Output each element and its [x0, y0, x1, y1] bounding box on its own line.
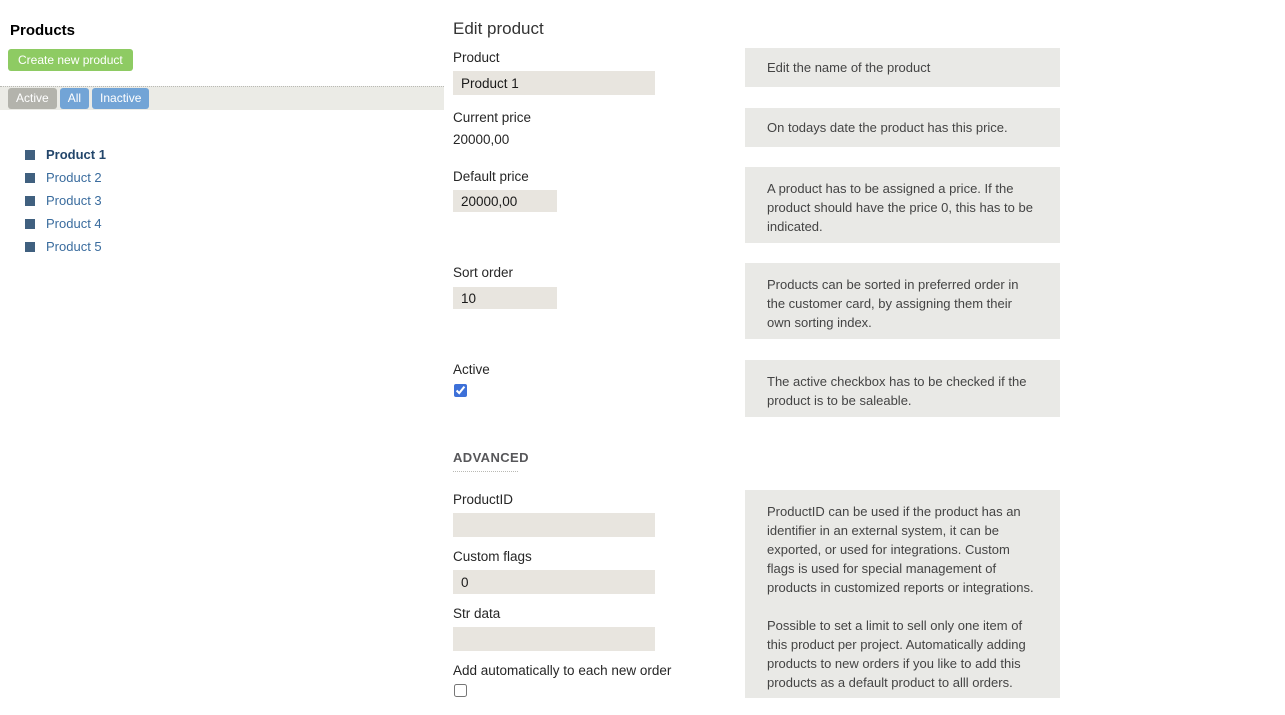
- product-name-label: Product: [453, 50, 500, 65]
- bullet-square-icon: [25, 173, 35, 183]
- product-list-item[interactable]: [0, 235, 444, 258]
- add-auto-checkbox[interactable]: [454, 684, 467, 697]
- bullet-square-icon: [25, 196, 35, 206]
- help-box-active: [745, 360, 1060, 417]
- help-text: A product has to be assigned a price. If the product should have the price 0, this has to be indicated.: [767, 181, 1033, 234]
- product-link[interactable]: Product 1: [46, 147, 106, 162]
- help-text: Possible to set a limit to sell only one item of this product per project. Automatically adding products to new orders if you like to add this products as a default product to alll orders.: [767, 618, 1026, 690]
- help-text: ProductID can be used if the product has an identifier in an external system, it can be exported, or used for integrations. Custom flags is used for special management of products in customized reports or integrations.: [767, 504, 1034, 595]
- help-box-product: [745, 48, 1060, 87]
- product-filter-bar: [0, 86, 444, 110]
- product-list: [0, 143, 444, 258]
- default-price-label: Default price: [453, 169, 529, 184]
- product-link[interactable]: Product 2: [46, 170, 102, 185]
- product-list-item[interactable]: [0, 143, 444, 166]
- product-link[interactable]: Product 3: [46, 193, 102, 208]
- help-box-sort-order: [745, 263, 1060, 339]
- product-id-input[interactable]: [453, 513, 655, 537]
- sidebar-title: Products: [10, 22, 76, 39]
- bullet-square-icon: [25, 242, 35, 252]
- product-list-item[interactable]: [0, 212, 444, 235]
- str-data-label: Str data: [453, 606, 501, 621]
- filter-active-button[interactable]: Active: [8, 88, 57, 109]
- product-id-label: ProductID: [453, 492, 514, 507]
- default-price-input[interactable]: [453, 190, 557, 212]
- help-text: The active checkbox has to be checked if the product is to be saleable.: [767, 374, 1027, 408]
- help-box-advanced: [745, 490, 1060, 698]
- product-link[interactable]: Product 4: [46, 216, 102, 231]
- custom-flags-input[interactable]: [453, 570, 655, 594]
- add-auto-label: Add automatically to each new order: [453, 663, 672, 678]
- sort-order-label: Sort order: [453, 265, 514, 280]
- form-title: Edit product: [453, 19, 544, 38]
- product-list-item[interactable]: [0, 166, 444, 189]
- help-text: Products can be sorted in preferred order in the customer card, by assigning them their own sorting index.: [767, 277, 1019, 330]
- create-new-product-button[interactable]: Create new product: [8, 49, 133, 71]
- active-checkbox[interactable]: [454, 384, 467, 397]
- bullet-square-icon: [25, 150, 35, 160]
- help-text: Edit the name of the product: [767, 60, 931, 75]
- product-link[interactable]: Product 5: [46, 239, 102, 254]
- current-price-label: Current price: [453, 110, 532, 125]
- product-list-item[interactable]: [0, 189, 444, 212]
- help-text: On todays date the product has this price.: [767, 120, 1008, 135]
- str-data-input[interactable]: [453, 627, 655, 651]
- help-box-default-price: [745, 167, 1060, 243]
- advanced-section-heading: ADVANCED: [453, 450, 518, 472]
- bullet-square-icon: [25, 219, 35, 229]
- product-name-input[interactable]: [453, 71, 655, 95]
- filter-inactive-button[interactable]: Inactive: [92, 88, 149, 109]
- current-price-value: 20000,00: [453, 132, 510, 147]
- edit-product-form: [453, 0, 743, 715]
- active-label: Active: [453, 362, 490, 377]
- custom-flags-label: Custom flags: [453, 549, 532, 564]
- sort-order-input[interactable]: [453, 287, 557, 309]
- help-box-current-price: [745, 108, 1060, 147]
- products-sidebar: [0, 0, 444, 715]
- filter-all-button[interactable]: All: [60, 88, 89, 109]
